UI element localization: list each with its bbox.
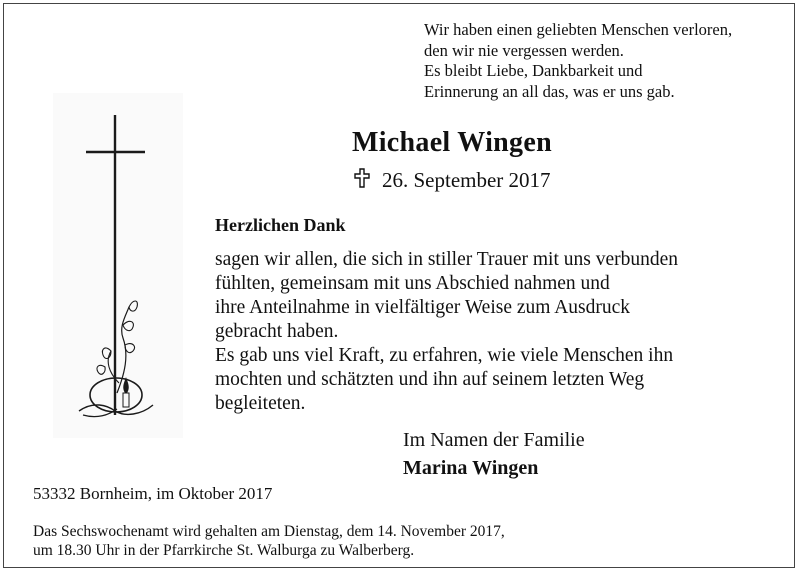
signer-name: Marina Wingen (403, 457, 539, 479)
thanks-heading: Herzlichen Dank (215, 215, 346, 235)
signature-block (403, 426, 585, 482)
poem-line: Es bleibt Liebe, Dankbarkeit und (424, 61, 643, 80)
death-date-line (354, 168, 551, 194)
memorial-poem (424, 20, 732, 102)
body-line: mochten und schätzten und ihn auf seinem letzten Weg (215, 369, 645, 390)
body-line: begleiteten. (215, 393, 306, 414)
cross-icon (354, 168, 372, 194)
body-line: sagen wir allen, die sich in stiller Trauer mit uns verbunden (215, 249, 679, 270)
place-date: 53332 Bornheim, im Oktober 2017 (33, 484, 273, 503)
body-line: gebracht haben. (215, 321, 339, 342)
body-line: fühlten, gemeinsam mit uns Abschied nahmen und (215, 273, 610, 294)
body-line: ihre Anteilnahme in vielfältiger Weise zum Ausdruck (215, 297, 631, 318)
service-footer (33, 522, 505, 560)
deceased-name: Michael Wingen (352, 127, 552, 158)
poem-line: Wir haben einen geliebten Menschen verloren, (424, 20, 733, 39)
signature-intro: Im Namen der Familie (403, 429, 585, 451)
poem-line: den wir nie vergessen werden. (424, 40, 624, 60)
death-date: 26. September 2017 (382, 168, 551, 192)
footer-line: um 18.30 Uhr in der Pfarrkirche St. Walburga zu Walberberg. (33, 542, 415, 559)
thanks-body (215, 248, 678, 416)
body-line: Es gab uns viel Kraft, zu erfahren, wie viele Menschen ihn (215, 345, 674, 366)
footer-line: Das Sechswochenamt wird gehalten am Dienstag, dem 14. November 2017, (33, 523, 505, 540)
cross-with-vine-and-candle-icon (53, 93, 183, 438)
emblem-panel (53, 93, 183, 438)
poem-line: Erinnerung an all das, was er uns gab. (424, 81, 675, 101)
